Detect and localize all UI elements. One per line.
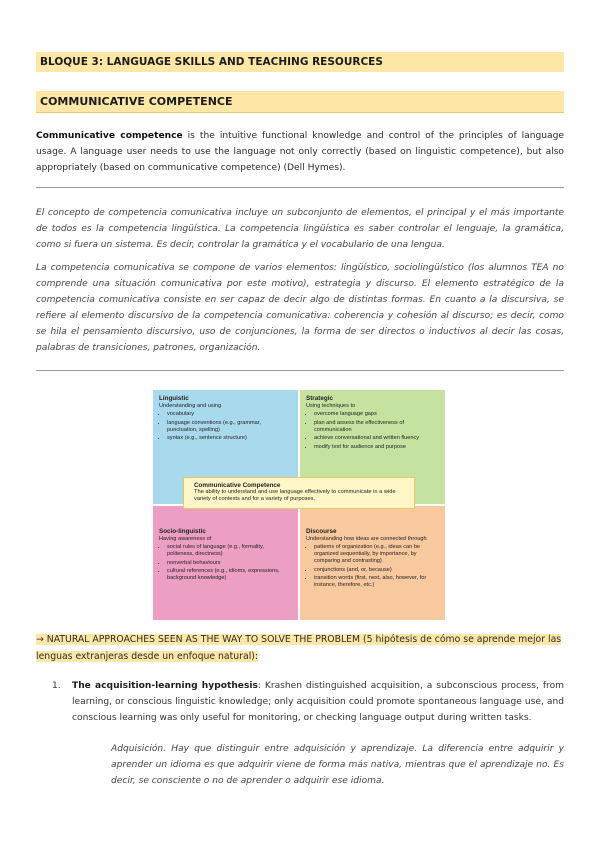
socio-linguistic-box — [153, 506, 298, 620]
center-text: The ability to understand and use language effectively to communicate in a wide variety of contexts and for a variety of purposes. — [194, 489, 396, 502]
intro-paragraph — [36, 128, 564, 176]
intro-term: Communicative competence — [36, 131, 183, 141]
center-box — [183, 477, 415, 509]
discourse-item: • patterns of organization (e.g., ideas can be organized sequentially, by importance, by comparing and contrasting) — [314, 544, 439, 565]
intro-text: is the intuitive functional knowledge and control of the principles of language usage. A language user needs to use the language not only correctly (based on linguistic competence), but also appropriately (based on communicative competence) (Dell Hymes). — [36, 131, 564, 173]
natural-approaches-heading — [36, 631, 564, 665]
discourse-box — [300, 506, 445, 620]
linguistic-item: • vocabulary — [167, 411, 292, 418]
strategic-item: • plan and assess the effectiveness of communication — [314, 420, 439, 434]
strategic-item: • overcome language gaps — [314, 411, 439, 418]
list-item — [72, 678, 564, 726]
discourse-intro: Understanding how ideas are connected through — [306, 536, 427, 542]
linguistic-item: • syntax (e.g., sentence structure) — [167, 435, 292, 442]
discourse-item: • transition words (first, next, also, however, for instance, therefore, etc.) — [314, 575, 439, 589]
strategic-item: • modify text for audience and purpose — [314, 444, 439, 451]
note-paragraph-3: Adquisición. Hay que distinguir entre adquisición y aprendizaje. La diferencia entre adquirir y aprender un idioma es que adquirir viene de forma más nativa, mientras que el aprendizaje no. Es decir, se consciente o no de aprender o adquirir ese idioma. — [111, 744, 564, 786]
linguistic-intro: Understanding and using — [159, 403, 222, 409]
strategic-title: Strategic — [306, 395, 333, 402]
discourse-title: Discourse — [306, 528, 337, 535]
linguistic-item: • language conventions (e.g., grammar, punctuation, spelling) — [167, 420, 292, 434]
section-title: COMMUNICATIVE COMPETENCE — [36, 91, 564, 113]
note-paragraph-2: La competencia comunicativa se compone de varios elementos: lingüístico, sociolingüístico (los alumnos TEA no comprende una situación comunicativa por este motivo), estrategia y discurso. El elemento estratégico de la competencia comunicativa consiste en ser capaz de decir algo de distintas formas. En cuanto a la discursiva, se refiere al elemento discursivo de la competencia comunicativa: coherencia y cohesión al discurso; es decir, como se hila el pensamiento discursivo, uso de conjunciones, la forma de ser directos o inductivos al decir las cosas, palabras de transiciones, patrones, organización. — [36, 263, 564, 353]
hypothesis-list — [52, 678, 564, 726]
socio-intro: Having awareness of — [159, 536, 212, 542]
hypothesis-term: The acquisition-learning hypothesis — [72, 681, 258, 691]
natural-heading-text: → NATURAL APPROACHES SEEN AS THE WAY TO SOLVE THE PROBLEM (5 hipótesis de cómo se aprende mejor las lenguas extranjeras desde un enfoque natural): — [36, 634, 562, 662]
socio-title: Socio-linguistic — [159, 528, 206, 535]
divider — [36, 187, 564, 188]
center-title: Communicative Competence — [194, 482, 281, 489]
strategic-item: • achieve conversational and written fluency — [314, 435, 439, 442]
communicative-competence-diagram — [153, 390, 445, 620]
strategic-intro: Using techniques to — [306, 403, 356, 409]
hypothesis-text: : Krashen distinguished acquisition, a subconscious process, from learning, or conscious linguistic knowledge; only acquisition could promote spontaneous language use, and conscious learning was only useful for monitoring, or checking language output during written tasks. — [72, 681, 564, 723]
discourse-item: • conjunctions (and, or, because) — [314, 567, 439, 574]
block-title: BLOQUE 3: LANGUAGE SKILLS AND TEACHING RESOURCES — [36, 52, 564, 72]
socio-item: • cultural references (e.g., idioms, expressions, background knowledge) — [167, 568, 292, 582]
linguistic-title: Linguistic — [159, 395, 189, 402]
list-number: 1. — [52, 681, 61, 691]
socio-item: • nonverbal behaviours — [167, 560, 292, 567]
note-paragraph-1: El concepto de competencia comunicativa incluye un subconjunto de elementos, el principal y el más importante de todos es la competencia lingüística. La competencia lingüística es saber controlar el lenguaje, la gramática, como si fuera un sistema. Es decir, controlar la gramática y el vocabulario de una lengua. — [36, 208, 564, 250]
divider — [36, 370, 564, 371]
socio-item: • social rules of language (e.g., formality, politeness, directness) — [167, 544, 292, 558]
